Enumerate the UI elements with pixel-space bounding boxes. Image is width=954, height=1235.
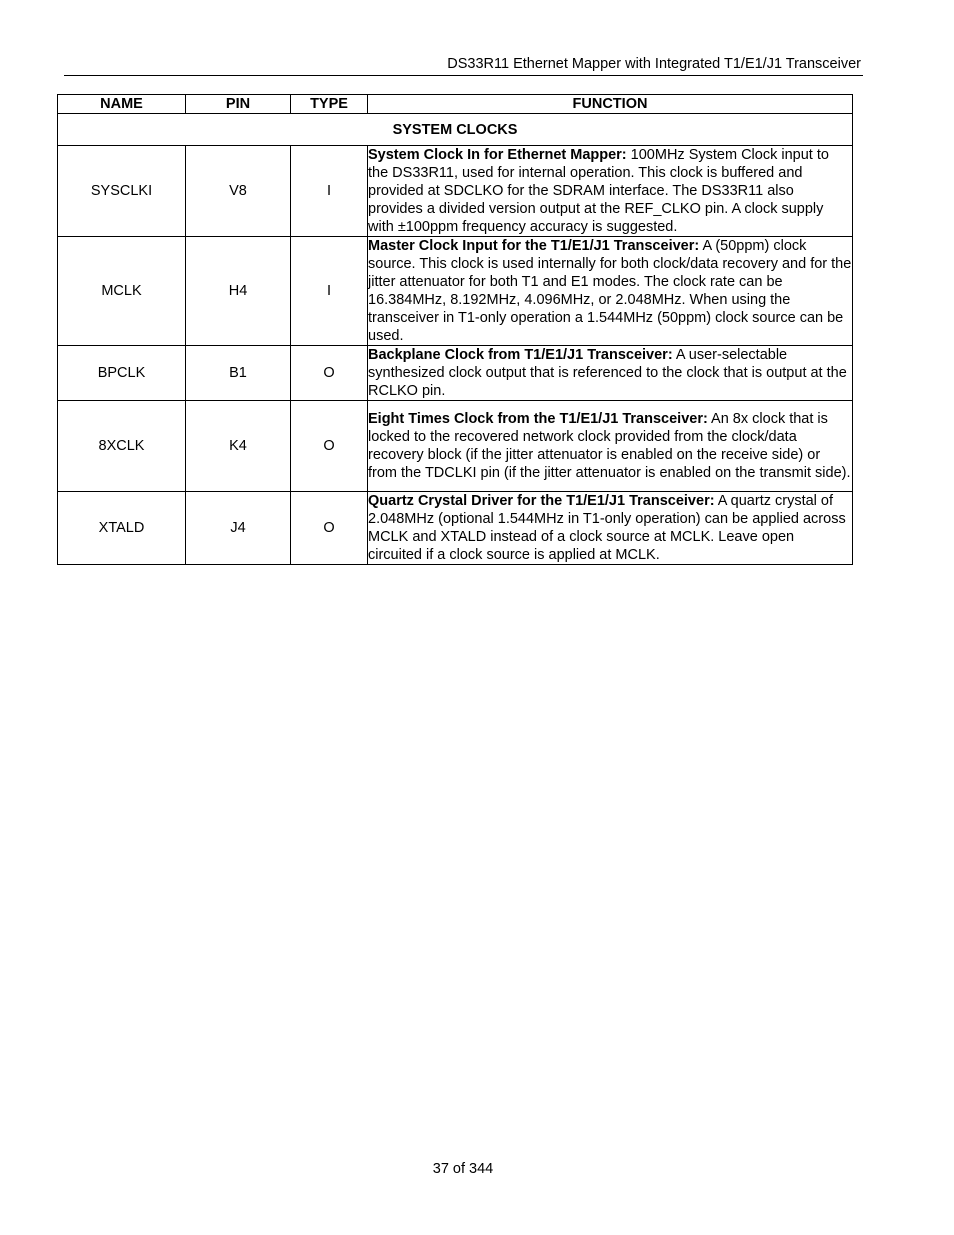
pin-type-cell: O xyxy=(291,401,368,492)
pin-name-cell: SYSCLKI xyxy=(58,146,186,237)
table-row xyxy=(58,146,853,237)
pin-description-table xyxy=(57,94,853,565)
function-title: Backplane Clock from T1/E1/J1 Transceiver: xyxy=(368,347,673,363)
header-divider xyxy=(64,75,863,76)
function-text: An 8x clock that is locked to the recovered network clock provided from the clock/data recovery block (if the jitter attenuator is enabled on the receive side) or from the TDCLKI pin (if the jitter attenuator is enabled on the transmit side). xyxy=(368,411,851,481)
pin-name-cell: MCLK xyxy=(58,237,186,346)
function-title: Master Clock Input for the T1/E1/J1 Transceiver: xyxy=(368,238,700,254)
pin-name-cell: XTALD xyxy=(58,492,186,565)
column-header-pin: PIN xyxy=(186,95,291,114)
document-header-title: DS33R11 Ethernet Mapper with Integrated T1/E1/J1 Transceiver xyxy=(447,56,861,72)
function-text: 100MHz System Clock input to the DS33R11, used for internal operation. This clock is buffered and provided at SDCLKO for the SDRAM interface. The DS33R11 also provides a divided version output at the REF_CLKO pin. A clock supply with ±100ppm frequency accuracy is suggested. xyxy=(368,147,829,235)
function-text: A user-selectable synthesized clock output that is referenced to the clock that is output at the RCLKO pin. xyxy=(368,347,847,399)
function-text: A (50ppm) clock source. This clock is used internally for both clock/data recovery and for the jitter attenuator for both T1 and E1 modes. The clock rate can be 16.384MHz, 8.192MHz, 4.096MHz, or 2.048MHz. When using the transceiver in T1-only operation a 1.544MHz (50ppm) clock source can be used. xyxy=(368,238,852,344)
table-header-row xyxy=(58,95,853,114)
page-number: 37 of 344 xyxy=(432,1161,494,1177)
pin-number-cell: V8 xyxy=(186,146,291,237)
pin-function-cell xyxy=(368,237,853,346)
section-row xyxy=(58,114,853,146)
column-header-function: FUNCTION xyxy=(368,95,853,114)
pin-type-cell: I xyxy=(291,237,368,346)
function-title: Quartz Crystal Driver for the T1/E1/J1 Transceiver: xyxy=(368,493,715,509)
function-text: A quartz crystal of 2.048MHz (optional 1.544MHz in T1-only operation) can be applied across MCLK and XTALD instead of a clock source at MCLK. Leave open circuited if a clock source is applied at MCLK. xyxy=(368,493,846,563)
column-header-type: TYPE xyxy=(291,95,368,114)
pin-number-cell: K4 xyxy=(186,401,291,492)
function-title: Eight Times Clock from the T1/E1/J1 Transceiver: xyxy=(368,411,708,427)
table-row xyxy=(58,237,853,346)
table-row xyxy=(58,492,853,565)
pin-type-cell: O xyxy=(291,492,368,565)
pin-function-cell xyxy=(368,146,853,237)
pin-number-cell: J4 xyxy=(186,492,291,565)
pin-type-cell: I xyxy=(291,146,368,237)
pin-function-cell xyxy=(368,401,853,492)
pin-number-cell: B1 xyxy=(186,346,291,401)
table-row xyxy=(58,346,853,401)
function-title: System Clock In for Ethernet Mapper: xyxy=(368,147,627,163)
pin-number-cell: H4 xyxy=(186,237,291,346)
pin-name-cell: BPCLK xyxy=(58,346,186,401)
section-title: SYSTEM CLOCKS xyxy=(58,114,853,146)
pin-type-cell: O xyxy=(291,346,368,401)
pin-name-cell: 8XCLK xyxy=(58,401,186,492)
pin-function-cell xyxy=(368,492,853,565)
column-header-name: NAME xyxy=(58,95,186,114)
table-row xyxy=(58,401,853,492)
pin-function-cell xyxy=(368,346,853,401)
